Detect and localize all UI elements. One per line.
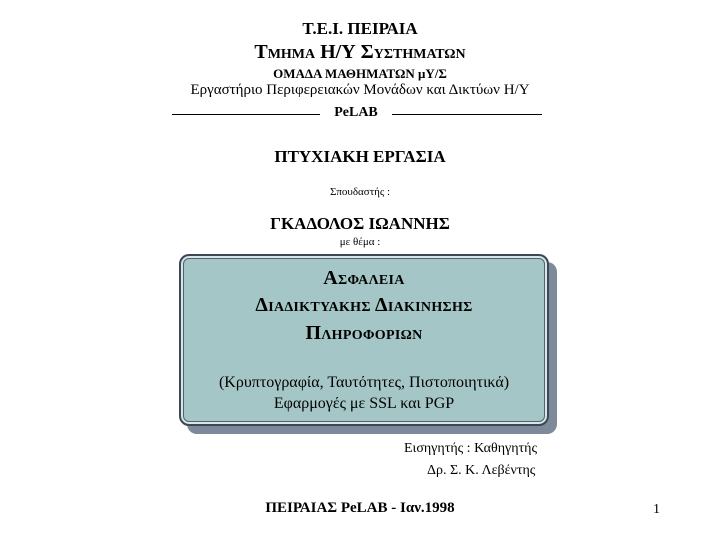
course-group-title: ΟΜΑΔΑ ΜΑΘΗΜΑΤΩΝ μΥ/Σ xyxy=(273,66,447,81)
divider-line-left xyxy=(172,114,320,115)
topic-title-line-1: Ασφαλεια xyxy=(323,267,405,289)
lab-full-name: Εργαστήριο Περιφερειακών Μονάδων και Δικτύων Η/Υ xyxy=(190,82,530,98)
topic-title-line-2: Διαδικτυακης Διακινησης xyxy=(255,294,473,316)
topic-subtitle-line-2: Εφαρμογές με SSL και PGP xyxy=(273,395,455,412)
lab-divider-row xyxy=(172,105,542,125)
thesis-heading: ΠΤΥΧΙΑΚΗ ΕΡΓΑΣΙΑ xyxy=(274,147,446,166)
lab-short-name: PeLAB xyxy=(334,105,378,120)
topic-subtitle-line-1: (Κρυπτογραφία, Ταυτότητες, Πιστοποιητικά) xyxy=(218,374,510,391)
student-name: ΓΚΑΔΟΛΟΣ ΙΩΑΝΝΗΣ xyxy=(270,214,450,233)
page-number: 1 xyxy=(653,502,660,517)
topic-box xyxy=(179,254,549,426)
footer-text: ΠΕΙΡΑΙΑΣ PeLAB - Ιαν.1998 xyxy=(265,500,455,516)
student-label: Σπουδαστής : xyxy=(329,186,391,198)
supervisor-name: Δρ. Σ. Κ. Λεβέντης xyxy=(427,463,536,478)
divider-line-right xyxy=(392,114,542,115)
institution-title: Τ.Ε.Ι. ΠΕΙΡΑΙΑ xyxy=(302,19,418,38)
supervisor-role: Εισηγητής : Καθηγητής xyxy=(404,441,538,456)
topic-title-line-3: Πληροφοριων xyxy=(305,322,423,344)
topic-label: με θέμα : xyxy=(339,236,381,248)
department-title: Τμημα Η/Υ Συστηματων xyxy=(254,41,466,63)
